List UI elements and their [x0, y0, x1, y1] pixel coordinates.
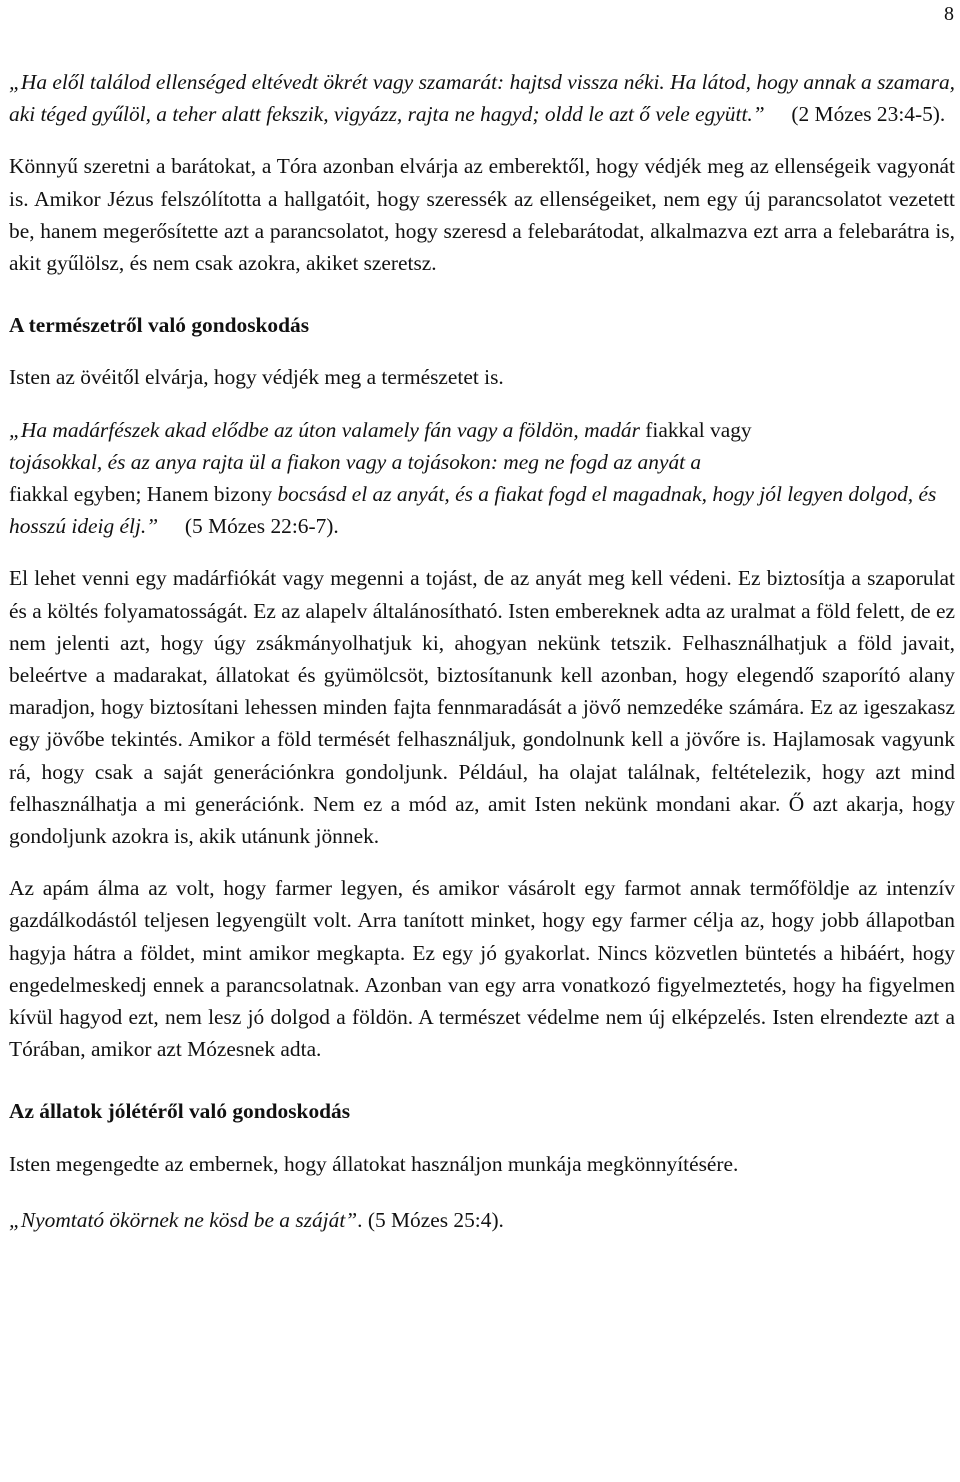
- paragraph-nature-intro: Isten az övéitől elvárja, hogy védjék meg a természetet is.: [9, 365, 504, 390]
- quote-nest-part2: fiakkal vagy: [639, 417, 752, 442]
- quote-ox-text: „Nyomtató ökörnek ne kösd be a száját”: [9, 1207, 358, 1232]
- quote-deuteronomy-nest: [9, 414, 955, 543]
- paragraph-father-farm: Az apám álma az volt, hogy farmer legyen, és amikor vásárolt egy farmot annak termőföldje az intenzív gazdálkodástól teljesen legyengült volt. Arra tanított minket, hogy egy farmer célja az, hogy jobb állapotban hagyja hátra a földet, mint amikor megkapta. Ez egy jó gyakorlat. Nincs közvetlen büntetés a hibáért, hogy engedelmeskedj ennek a parancsolatnak. Azonban van egy arra vonatkozó figyelmeztetés, hogy ha figyelmen kívül hagyod ezt, nem lesz jó dolgod a földön. A természet védelme nem új elképzelés. Isten elrendezte azt a Tórában, amikor azt Mózesnek adta.: [9, 876, 955, 1062]
- quote-nest-part5: bocsásd el az anyát, és a fiakat fogd el magadnak, hogy jól legyen dolgod, és hosszú ideig élj.”: [9, 482, 937, 539]
- page-number: 8: [944, 3, 954, 25]
- heading-animal-welfare: Az állatok jólétéről való gondoskodás: [9, 1099, 351, 1124]
- paragraph-animals-intro: Isten megengedte az embernek, hogy állatokat használjon munkája megkönnyítésére.: [9, 1151, 739, 1176]
- heading-nature-care: A természetről való gondoskodás: [9, 313, 310, 338]
- quote-nest-part3: tojásokkal, és az anya rajta ül a fiakon vagy a tojásokon: meg ne fogd az anyát a: [9, 449, 702, 474]
- quote-nest-reference: (5 Mózes 22:6-7).: [184, 514, 339, 539]
- quote-exodus-reference: (2 Mózes 23:4-5).: [791, 102, 946, 127]
- quote-exodus-text: „Ha elől találod ellenséged eltévedt ökrét vagy szamarát: hajtsd vissza néki. Ha látod, hogy annak a szamara, aki téged gyűlöl, a teher alatt fekszik, vigyázz, rajta ne hagyd; oldd le azt ő vele együtt.”: [9, 70, 955, 127]
- quote-exodus: [9, 66, 955, 130]
- quote-ox-reference: . (5 Mózes 25:4).: [357, 1207, 504, 1232]
- quote-nest-part4: fiakkal egyben; Hanem bizony: [9, 482, 273, 507]
- document-body: [9, 66, 955, 1236]
- quote-nest-part1: „Ha madárfészek akad elődbe az úton valamely fán vagy a földön, madár: [9, 417, 640, 442]
- quote-ox: [9, 1204, 955, 1236]
- paragraph-bird-principle: El lehet venni egy madárfiókát vagy megenni a tojást, de az anyát meg kell védeni. Ez biztosítja a szaporulat és a költés folyamatosságát. Ez az alapelv általánosítható. Isten embereknek adta az uralmat a föld felett, de ez nem jelenti azt, hogy úgy zsákmányolhatjuk ki, ahogyan nekünk tetszik. Felhasználhatjuk a föld javait, beleértve a madarakat, állatokat és gyümölcsöt, biztosítanunk kell azonban, hogy elegendő szaporító alany maradjon, hogy biztosítani lehessen minden fajta fennmaradását a jövő nemzedéke számára. Ez az igeszakasz egy jövőbe tekintés. Amikor a föld termését felhasználjuk, gondolnunk kell a jövőre is. Hajlamosak vagyunk rá, hogy csak a saját generációnkra gondoljunk. Például, ha olajat találnak, feltételezik, hogy azt mind felhasználhatja a mi generációnk. Nem ez a mód az, amit Isten nekünk mondani akar. Ő azt akarja, hogy gondoljunk azokra is, akik utánunk jönnek.: [9, 566, 955, 849]
- paragraph-enemies: Könnyű szeretni a barátokat, a Tóra azonban elvárja az emberektől, hogy védjék meg az ellenségeik vagyonát is. Amikor Jézus felszólította a hallgatóit, hogy szeressék az ellenségeiket, nem egy új parancsolatot vezetett be, hanem megerősítette azt a parancsolatot, hogy szeresd a felebarátodat, alkalmazva ezt arra a felebarátra is, akit gyűlölsz, és nem csak azokra, akiket szeretsz.: [9, 154, 955, 276]
